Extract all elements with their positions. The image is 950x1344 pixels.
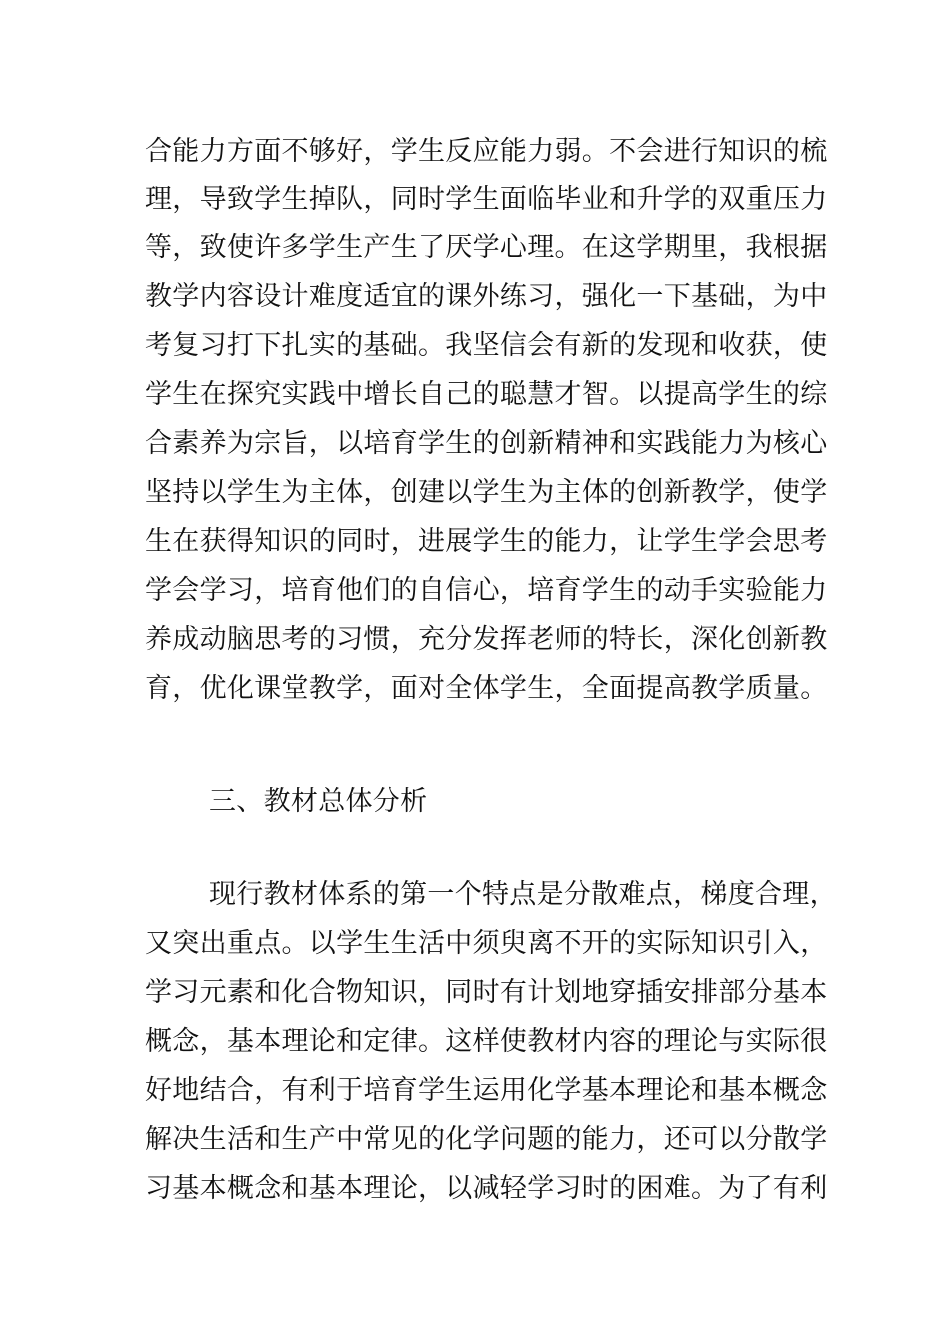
paragraph-1-line: 坚持以学生为主体，创建以学生为主体的创新教学，使学 [145,477,828,508]
section-heading: 三、教材总体分析 [209,786,428,817]
paragraph-2-line: 好地结合，有利于培育学生运用化学基本理论和基本概念 [145,1075,828,1106]
paragraph-1-line: 合能力方面不够好，学生反应能力弱。不会进行知识的梳 [145,136,828,167]
paragraph-1-line: 育，优化课堂教学，面对全体学生，全面提高教学质量。 [145,673,828,704]
paragraph-2-line: 学习元素和化合物知识，同时有计划地穿插安排部分基本 [145,977,828,1008]
paragraph-2-line: 现行教材体系的第一个特点是分散难点，梯度合理， [209,879,837,910]
paragraph-2-line: 概念，基本理论和定律。这样使教材内容的理论与实际很 [145,1026,828,1057]
paragraph-1-line: 理，导致学生掉队，同时学生面临毕业和升学的双重压力 [145,184,828,215]
paragraph-2-line: 解决生活和生产中常见的化学问题的能力，还可以分散学 [145,1124,828,1155]
paragraph-1-line: 学生在探究实践中增长自己的聪慧才智。以提高学生的综 [145,379,828,410]
paragraph-1-line: 生在获得知识的同时，进展学生的能力，让学生学会思考 [145,526,828,557]
paragraph-1-line: 等，致使许多学生产生了厌学心理。在这学期里，我根据 [145,232,828,263]
paragraph-1-line: 养成动脑思考的习惯，充分发挥老师的特长，深化创新教 [145,624,828,655]
paragraph-1-line: 学会学习，培育他们的自信心，培育学生的动手实验能力 [145,575,828,606]
paragraph-1-line: 考复习打下扎实的基础。我坚信会有新的发现和收获，使 [145,330,828,361]
paragraph-1-line: 合素养为宗旨，以培育学生的创新精神和实践能力为核心 [145,428,828,459]
paragraph-1-line: 教学内容设计难度适宜的课外练习，强化一下基础，为中 [145,281,828,312]
paragraph-2-line: 习基本概念和基本理论，以减轻学习时的困难。为了有利 [145,1173,828,1204]
paragraph-2-line: 又突出重点。以学生生活中须臾离不开的实际知识引入， [145,928,828,959]
